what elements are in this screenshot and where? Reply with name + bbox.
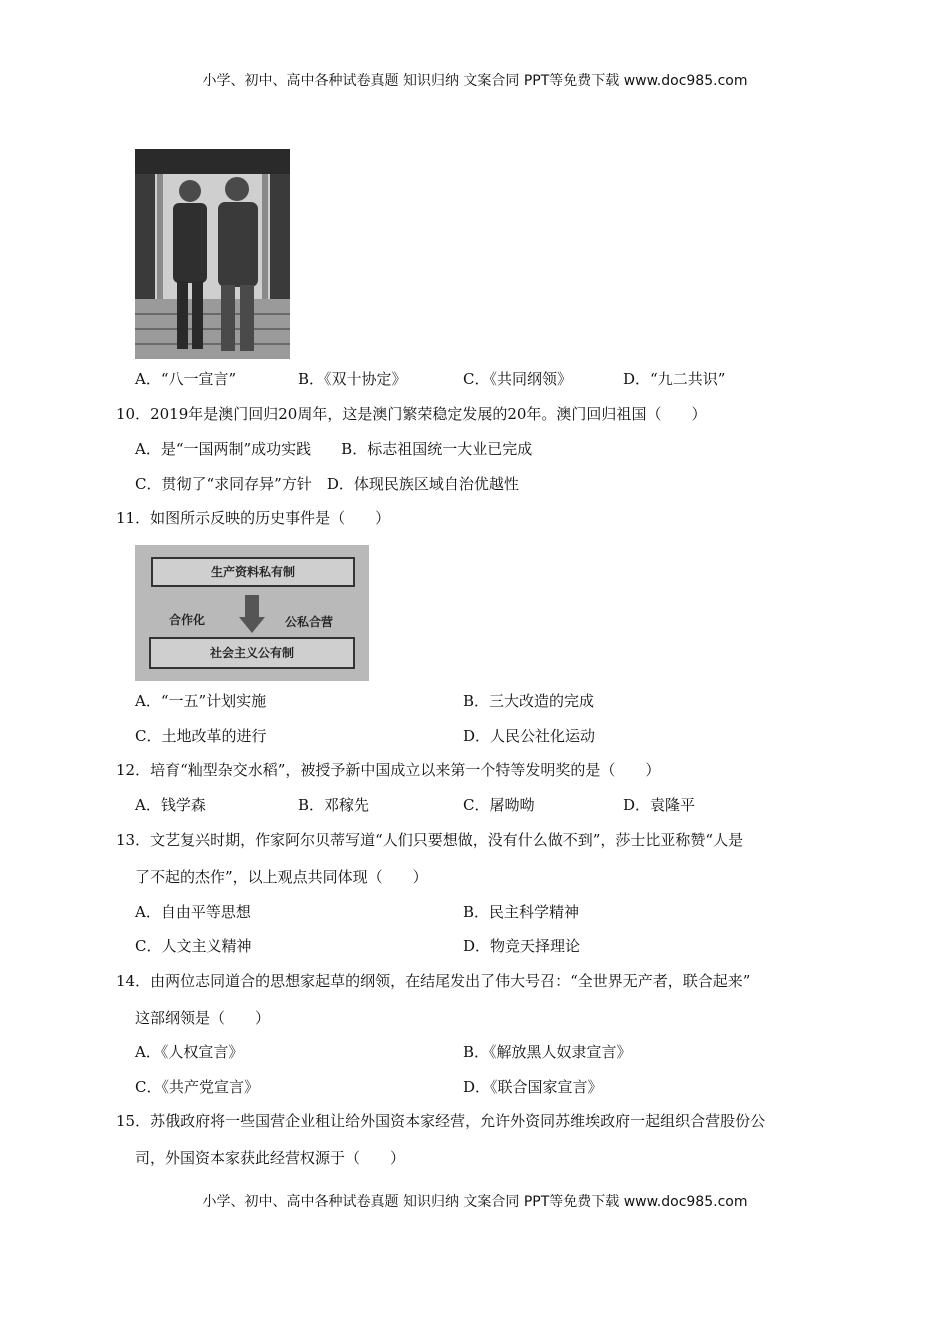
q14-stem-line1: 14．由两位志同道合的思想家起草的纲领，在结尾发出了伟大号召：“全世界无产者，联合起来”	[116, 972, 751, 990]
q14-option-a: A．《人权宣言》	[135, 1043, 244, 1061]
q10-options-row2: C．贯彻了“求同存异”方针 D．体现民族区域自治优越性	[135, 475, 519, 493]
q14-option-b: B．《解放黑人奴隶宣言》	[463, 1043, 632, 1061]
q14-stem-line2: 这部纲领是（ ）	[135, 1009, 271, 1027]
q13-stem-line2: 了不起的杰作”，以上观点共同体现（ ）	[135, 868, 428, 886]
q14-option-c: C．《共产党宣言》	[135, 1078, 259, 1096]
q11-option-d: D．人民公社化运动	[463, 727, 596, 745]
q9-option-a: A．“八一宣言”	[135, 370, 237, 388]
q12-option-b: B．邓稼先	[298, 796, 370, 814]
q13-stem-line1: 13．文艺复兴时期，作家阿尔贝蒂写道“人们只要想做，没有什么做不到”，莎士比亚称赞“人是	[116, 831, 744, 849]
page-header: 小学、初中、高中各种试卷真题 知识归纳 文案合同 PPT等免费下载 www.doc985.com	[202, 73, 748, 89]
diagram-bottom-box: 社会主义公有制	[149, 637, 355, 669]
q13-option-a: A．自由平等思想	[135, 903, 251, 921]
q11-option-a: A．“一五”计划实施	[135, 692, 267, 710]
down-arrow-icon	[239, 595, 265, 635]
q10-stem: 10．2019年是澳门回归20周年，这是澳门繁荣稳定发展的20年。澳门回归祖国（ ）	[116, 405, 707, 423]
q11-option-b: B．三大改造的完成	[463, 692, 595, 710]
ownership-diagram	[135, 545, 369, 681]
q12-option-c: C．屠呦呦	[463, 796, 535, 814]
q9-option-b: B．《双十协定》	[298, 370, 407, 388]
q12-option-d: D．袁隆平	[623, 796, 696, 814]
diagram-right-label: 公私合营	[285, 615, 334, 629]
q15-stem-line2: 司，外国资本家获此经营权源于（ ）	[135, 1149, 406, 1167]
q11-option-c: C．土地改革的进行	[135, 727, 267, 745]
q13-option-d: D．物竞天择理论	[463, 937, 581, 955]
q10-options-row1: A．是“一国两制”成功实践 B．标志祖国统一大业已完成	[135, 440, 533, 458]
q14-option-d: D．《联合国家宣言》	[463, 1078, 603, 1096]
q12-option-a: A．钱学森	[135, 796, 206, 814]
historical-photo	[135, 149, 290, 359]
q11-stem: 11．如图所示反映的历史事件是（ ）	[116, 509, 391, 527]
diagram-top-box: 生产资料私有制	[151, 557, 355, 587]
page-footer: 小学、初中、高中各种试卷真题 知识归纳 文案合同 PPT等免费下载 www.doc985.com	[202, 1194, 748, 1210]
q13-option-b: B．民主科学精神	[463, 903, 580, 921]
q15-stem-line1: 15．苏俄政府将一些国营企业租让给外国资本家经营，允许外资同苏维埃政府一起组织合营股份公	[116, 1112, 766, 1130]
q9-option-c: C．《共同纲领》	[463, 370, 572, 388]
q9-option-d: D．“九二共识”	[623, 370, 726, 388]
diagram-left-label: 合作化	[169, 613, 206, 627]
q13-option-c: C．人文主义精神	[135, 937, 252, 955]
q12-stem: 12．培育“籼型杂交水稻”，被授予新中国成立以来第一个特等发明奖的是（ ）	[116, 761, 661, 779]
